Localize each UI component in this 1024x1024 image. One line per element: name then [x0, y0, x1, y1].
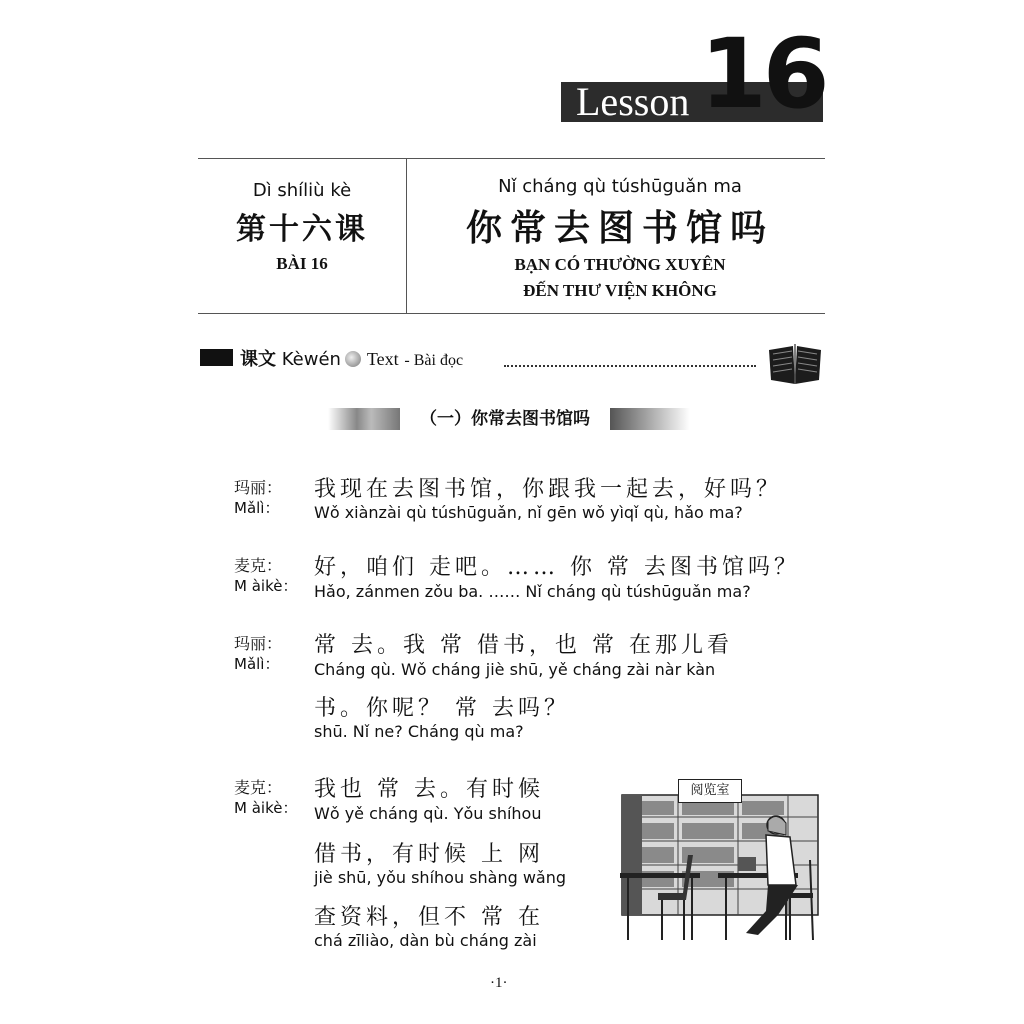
line-hanzi: 查资料，但不 常 在	[314, 905, 544, 930]
lesson-hanzi: 第十六课	[236, 212, 368, 247]
title-pinyin: Nǐ cháng qù túshūguǎn ma	[498, 176, 742, 197]
section-english: Text	[366, 349, 399, 369]
dotted-leader	[504, 365, 756, 367]
line-pinyin: Cháng qù. Wǒ cháng jiè shū, yě cháng zài nàr kàn	[314, 660, 716, 679]
speaker-pinyin: M àikè：	[234, 577, 298, 595]
reading-room-sign: 阅览室	[678, 779, 742, 803]
line-hanzi: 我现在去图书馆，你跟我一起去，好吗？	[314, 477, 783, 502]
lesson-word: Lesson	[576, 79, 690, 124]
speaker-hanzi: 麦克：	[234, 778, 283, 797]
subtitle-band-left	[328, 408, 400, 430]
title-vn-line1: BẠN CÓ THƯỜNG XUYÊN	[514, 255, 726, 274]
section-vietnamese: - Bài đọc	[404, 352, 464, 369]
speaker-hanzi: 玛丽：	[234, 478, 283, 497]
line-pinyin: Wǒ yě cháng qù. Yǒu shíhou	[314, 804, 542, 823]
section-kewen-pinyin: Kèwén	[281, 349, 341, 370]
line-pinyin: Hǎo, zánmen zǒu ba. …… Nǐ cháng qù túshūguǎn ma?	[314, 582, 751, 601]
lesson-vn: BÀI 16	[276, 254, 328, 273]
section-kewen-hanzi: 课文	[240, 349, 276, 370]
title-vn-line2: ĐẾN THƯ VIỆN KHÔNG	[523, 281, 717, 300]
line-hanzi: 我也 常 去。有时候	[314, 777, 544, 802]
title-hanzi: 你常去图书馆吗	[465, 207, 774, 249]
section-number-block	[200, 349, 233, 366]
line-hanzi: 书。你呢？ 常 去吗？	[314, 696, 570, 721]
line-pinyin: chá zīliào, dàn bù cháng zài	[314, 931, 537, 950]
speaker-hanzi: 麦克：	[234, 556, 283, 575]
line-hanzi: 常 去。我 常 借书，也 常 在那儿看	[314, 633, 733, 658]
subtitle-band-right	[610, 408, 690, 430]
lesson-number: 16	[700, 18, 826, 130]
subtitle: （一）你常去图书馆吗	[420, 409, 590, 429]
speaker-pinyin: Mǎlì：	[234, 655, 280, 673]
open-book-icon	[765, 340, 825, 386]
line-pinyin: Wǒ xiànzài qù túshūguǎn, nǐ gēn wǒ yìqǐ qù, hǎo ma?	[314, 503, 743, 522]
line-hanzi: 好，咱们 走吧。…… 你 常 去图书馆吗？	[314, 555, 800, 580]
reading-room-illustration	[618, 775, 823, 945]
line-hanzi: 借书，有时候 上 网	[314, 842, 544, 867]
speaker-pinyin: M àikè：	[234, 799, 298, 817]
circle-bullet-icon	[345, 351, 361, 367]
section-label	[240, 345, 463, 371]
line-pinyin: jiè shū, yǒu shíhou shàng wǎng	[314, 868, 567, 887]
page-number: ·1·	[490, 975, 508, 991]
line-pinyin: shū. Nǐ ne? Cháng qù ma?	[314, 722, 524, 741]
speaker-hanzi: 玛丽：	[234, 634, 283, 653]
speaker-pinyin: Mǎlì：	[234, 499, 280, 517]
lesson-pinyin: Dì shíliù kè	[252, 180, 352, 201]
